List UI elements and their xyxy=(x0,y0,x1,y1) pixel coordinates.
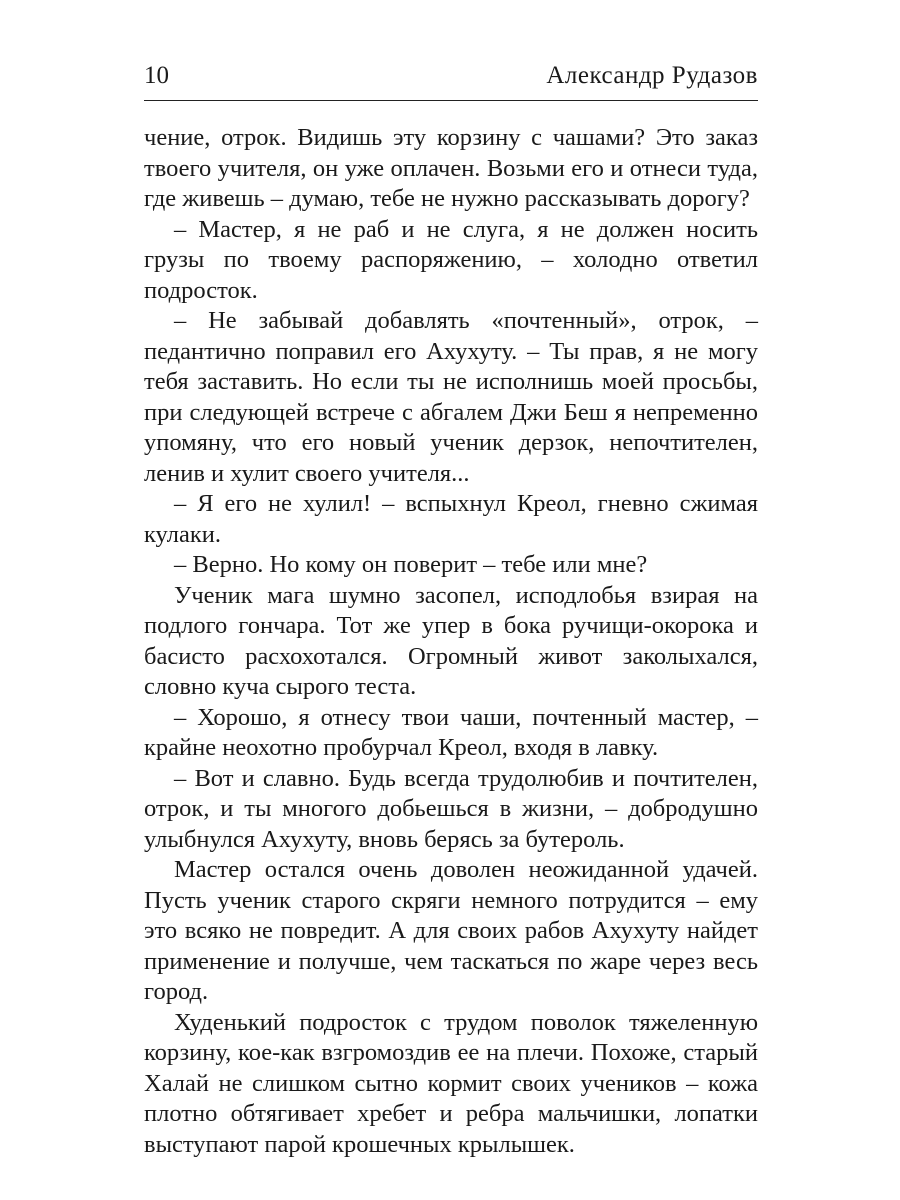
body-text xyxy=(144,123,758,1160)
paragraph: – Не забывай добавлять «почтенный», отрок, – педантично поправил его Ахухуту. – Ты прав, я не могу тебя заставить. Но если ты не исполнишь моей просьбы, при следующей встрече с абгалем Джи Беш я непременно упомяну, что его новый ученик дерзок, непочтителен, ленив и хулит своего учителя... xyxy=(144,307,758,487)
paragraph: Мастер остался очень доволен неожиданной удачей. Пусть ученик старого скряги немного потрудится – ему это всяко не повредит. А для своих рабов Ахухуту найдет применение и получше, чем таскаться по жаре через весь город. xyxy=(144,856,758,1005)
paragraph: Ученик мага шумно засопел, исподлобья взирая на подлого гончара. Тот же упер в бока ручищи-окорока и басисто расхохотался. Огромный живот заколыхался, словно куча сырого теста. xyxy=(144,581,758,700)
paragraph: – Хорошо, я отнесу твои чаши, почтенный мастер, – крайне неохотно пробурчал Креол, входя в лавку. xyxy=(144,703,758,761)
paragraph: – Вот и славно. Будь всегда трудолюбив и почтителен, отрок, и ты многого добьешься в жизни, – добродушно улыбнулся Ахухуту, вновь берясь за бутероль. xyxy=(144,764,758,853)
page-header xyxy=(144,62,758,101)
running-head-author: Александр Рудазов xyxy=(546,62,758,89)
paragraph: – Верно. Но кому он поверит – тебе или мне? xyxy=(174,551,648,578)
paragraph: – Мастер, я не раб и не слуга, я не должен носить грузы по твоему распоряжению, – холодно ответил подросток. xyxy=(144,215,758,304)
paragraph: – Я его не хулил! – вспыхнул Креол, гневно сжимая кулаки. xyxy=(144,490,758,548)
page-number: 10 xyxy=(144,62,169,89)
paragraph: Худенький подросток с трудом поволок тяжеленную корзину, кое-как взгромоздив ее на плечи. Похоже, старый Халай не слишком сытно кормит своих учеников – кожа плотно обтягивает хребет и ребра мальчишки, лопатки выступают парой крошечных крылышек. xyxy=(144,1008,758,1158)
book-page xyxy=(144,62,758,1160)
paragraph: чение, отрок. Видишь эту корзину с чашами? Это заказ твоего учителя, он уже оплачен. Возьми его и отнеси туда, где живешь – думаю, тебе не нужно рассказывать дорогу? xyxy=(144,124,758,212)
